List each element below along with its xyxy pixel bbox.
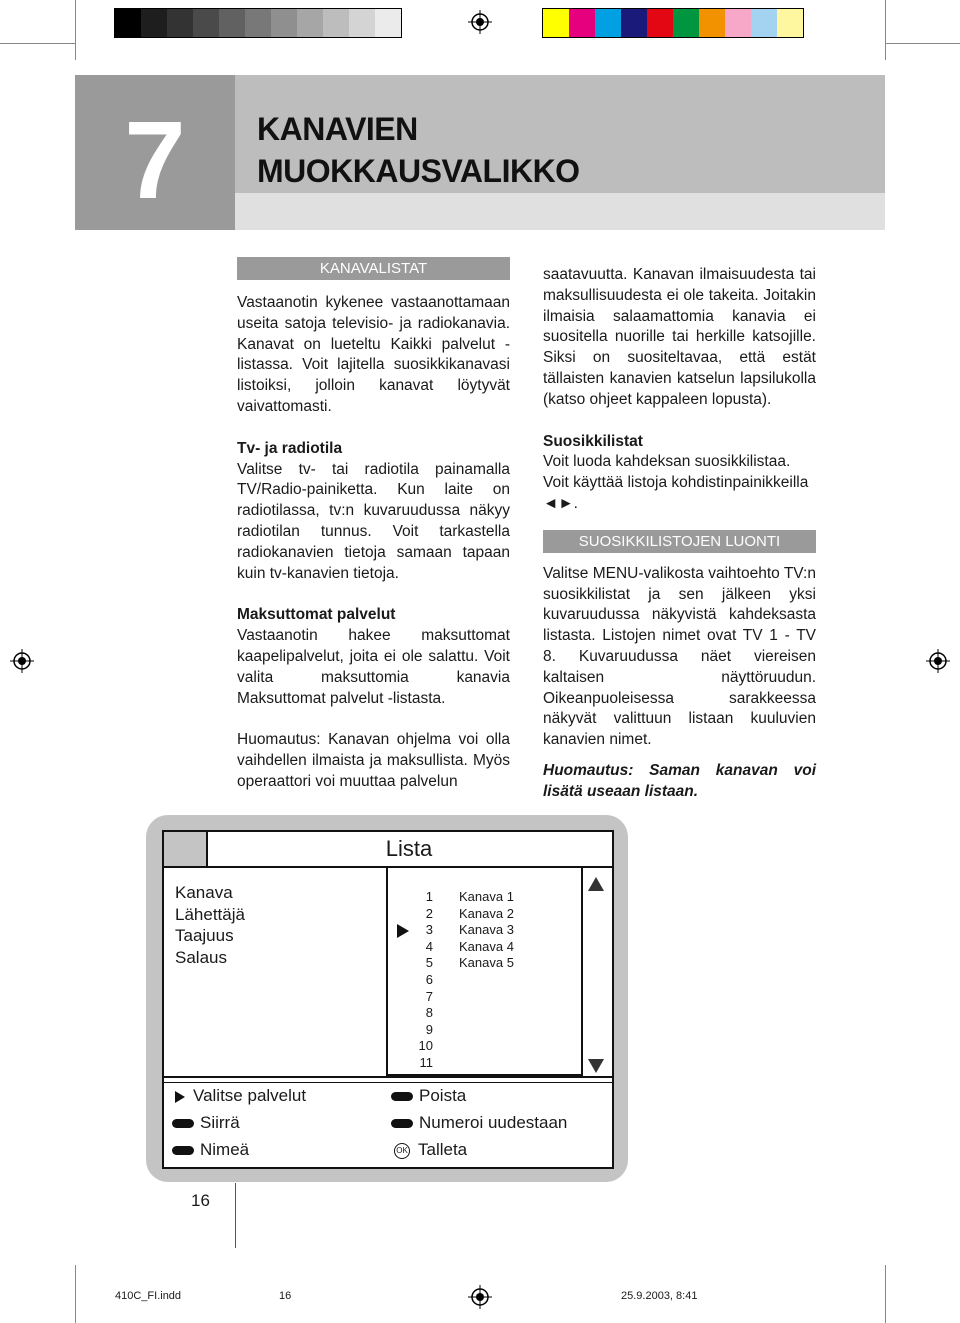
menu-label: Siirrä bbox=[200, 1113, 240, 1132]
create-lists-paragraph: Valitse MENU-valikosta vaihtoehto TV:n suosikkilistat ja sen jälkeen yksi kuvaruudussa näkyvistä kahdeksasta listasta. Listojen nimet ovat TV 1 - TV 8. Kuvaruudussa näet viereisen kaltaisen näyttöruudun. Oikeanpuoleisessa sarakkeessa näkyvät valittuun listaan kuuluvien kanavien nimet. bbox=[543, 564, 816, 749]
tv-radio-paragraph: Valitse tv- tai radiotila painamalla TV/Radio-painiketta. Kun laite on radiotilassa, tv:n kuvaruudussa näkyy radiotilan tunnus. Voit tarkastella radiokanavien tietoja samaan tapaan kuin tv-kanavien tietoja. bbox=[237, 460, 510, 582]
footer-page: 16 bbox=[279, 1290, 292, 1302]
info-label-provider: Lähettäjä bbox=[175, 904, 245, 924]
channel-number: 5 bbox=[425, 955, 433, 971]
channel-name[interactable]: Kanava 3 bbox=[459, 922, 514, 938]
channel-number: 9 bbox=[425, 1021, 433, 1037]
crop-line bbox=[0, 43, 75, 44]
color-swatch bbox=[349, 9, 375, 37]
ok-button-icon: OK bbox=[394, 1143, 410, 1159]
scroll-up-icon[interactable] bbox=[588, 877, 604, 891]
menu-renumber[interactable] bbox=[391, 1113, 567, 1133]
channel-name[interactable]: Kanava 2 bbox=[459, 905, 514, 921]
footer-date: 25.9.2003, 8:41 bbox=[621, 1290, 698, 1302]
tv-radio-heading: Tv- ja radiotila bbox=[237, 439, 343, 457]
color-swatch bbox=[375, 9, 401, 37]
info-label-channel: Kanava bbox=[175, 883, 233, 902]
divider bbox=[164, 1076, 612, 1078]
color-bar bbox=[542, 8, 804, 38]
menu-save[interactable] bbox=[394, 1140, 467, 1160]
menu-select-services[interactable] bbox=[175, 1086, 306, 1106]
menu-name[interactable] bbox=[172, 1140, 249, 1160]
channel-name[interactable]: Kanava 4 bbox=[459, 938, 514, 954]
chapter-title-line2: MUOKKAUSVALIKKO bbox=[257, 153, 580, 189]
channel-info-labels bbox=[175, 882, 245, 968]
scroll-down-icon[interactable] bbox=[588, 1059, 604, 1073]
paid-services-paragraph: Vastaanotin hakee maksuttomat kaapelipalvelut, joita ei ole salattu. Voit valita maksuttomia kanavia Maksuttomat palvelut -listasta. bbox=[237, 627, 510, 707]
color-swatch bbox=[777, 9, 803, 37]
color-swatch bbox=[595, 9, 621, 37]
crop-line bbox=[75, 1265, 76, 1323]
info-label-encryption: Salaus bbox=[175, 947, 227, 967]
section-heading-kanavalistat: KANAVALISTAT bbox=[237, 257, 510, 280]
registration-mark-icon bbox=[468, 1285, 492, 1309]
channel-number: 1 bbox=[425, 889, 433, 904]
color-swatch bbox=[673, 9, 699, 37]
menu-delete[interactable] bbox=[391, 1086, 466, 1106]
header-strip bbox=[235, 193, 885, 230]
crop-line bbox=[885, 43, 960, 44]
paid-services-heading: Maksuttomat palvelut bbox=[237, 606, 396, 624]
chapter-number: 7 bbox=[124, 99, 186, 222]
menu-label: Numeroi uudestaan bbox=[419, 1113, 568, 1132]
channel-name[interactable]: Kanava 1 bbox=[459, 889, 514, 904]
channel-name[interactable]: Kanava 5 bbox=[459, 955, 514, 971]
favorites-paragraph: Voit luoda kahdeksan suosikkilistaa. Voit käyttää listoja kohdistinpainikkeilla ◄►. bbox=[543, 453, 809, 512]
color-swatch bbox=[647, 9, 673, 37]
divider bbox=[164, 1082, 612, 1083]
play-arrow-icon bbox=[175, 1091, 185, 1103]
channel-number: 10 bbox=[418, 1038, 433, 1054]
menu-label: Talleta bbox=[418, 1140, 468, 1159]
right-column bbox=[543, 265, 816, 803]
registration-mark-icon bbox=[468, 10, 492, 34]
grayscale-bar bbox=[114, 8, 402, 38]
chapter-number-block bbox=[75, 75, 235, 230]
crop-line bbox=[885, 0, 886, 60]
color-swatch bbox=[725, 9, 751, 37]
favorites-heading: Suosikkilistat bbox=[543, 432, 643, 450]
color-swatch bbox=[193, 9, 219, 37]
page-number: 16 bbox=[191, 1191, 210, 1210]
selection-arrow-icon bbox=[397, 924, 409, 938]
left-column bbox=[237, 257, 510, 793]
red-button-icon bbox=[172, 1119, 194, 1128]
channel-number: 4 bbox=[425, 938, 433, 954]
color-swatch bbox=[297, 9, 323, 37]
color-swatch bbox=[141, 9, 167, 37]
color-swatch bbox=[699, 9, 725, 37]
color-swatch bbox=[245, 9, 271, 37]
crop-line bbox=[75, 0, 76, 60]
intro-paragraph: Vastaanotin kykenee vastaanottamaan useita satoja televisio- ja radiokanavia. Kanavat on lueteltu Kaikki palvelut -listassa. Voit lajitella suosikkikanavasi listoiksi, jolloin kanavat löytyvät vaivattomasti. bbox=[237, 294, 510, 415]
menu-move[interactable] bbox=[172, 1113, 240, 1133]
note-paragraph: Huomautus: Kanavan ohjelma voi olla vaihdellen ilmaista ja maksullista. Myös operaattori voi muuttaa palvelun bbox=[237, 731, 510, 790]
page-number-rule bbox=[235, 1183, 236, 1248]
channel-number: 2 bbox=[425, 905, 433, 921]
note-bold-paragraph: Huomautus: Saman kanavan voi lisätä useaan listaan. bbox=[543, 761, 816, 800]
menu-label: Nimeä bbox=[200, 1140, 250, 1159]
continued-paragraph: saatavuutta. Kanavan ilmaisuudesta tai maksullisuudesta ei ole takeita. Joitakin ilmaisia salaamattomia kanavia ei suositella nuorille tai herkille katsojille. Siksi on suositeltavaa, että estät tällaisten kanavien katselun lapsilukolla (katso ohjeet kappaleen lopusta). bbox=[543, 266, 816, 408]
channel-number: 8 bbox=[425, 1005, 433, 1021]
chapter-title-line1: KANAVIEN bbox=[257, 111, 418, 147]
color-swatch bbox=[271, 9, 297, 37]
registration-mark-icon bbox=[926, 649, 950, 673]
menu-label: Poista bbox=[419, 1086, 467, 1105]
crop-line bbox=[885, 1265, 886, 1323]
color-swatch bbox=[621, 9, 647, 37]
channel-number: 7 bbox=[425, 988, 433, 1004]
yellow-button-icon bbox=[391, 1092, 413, 1101]
channel-number: 3 bbox=[425, 922, 433, 938]
chapter-title-block bbox=[235, 75, 885, 193]
color-swatch bbox=[543, 9, 569, 37]
channel-number: 11 bbox=[419, 1055, 433, 1070]
blue-button-icon bbox=[391, 1119, 413, 1128]
color-swatch bbox=[323, 9, 349, 37]
channel-number: 6 bbox=[425, 972, 433, 987]
color-swatch bbox=[751, 9, 777, 37]
menu-label: Valitse palvelut bbox=[193, 1086, 307, 1105]
footer-file: 410C_FI.indd bbox=[115, 1290, 182, 1302]
color-swatch bbox=[167, 9, 193, 37]
color-swatch bbox=[115, 9, 141, 37]
title-corner-box bbox=[164, 832, 206, 866]
green-button-icon bbox=[172, 1146, 194, 1155]
screen-title: Lista bbox=[385, 836, 433, 861]
info-label-frequency: Taajuus bbox=[175, 926, 234, 945]
color-swatch bbox=[569, 9, 595, 37]
section-heading-suosikkilistojen-luonti: SUOSIKKILISTOJEN LUONTI bbox=[543, 530, 816, 553]
color-swatch bbox=[219, 9, 245, 37]
registration-mark-icon bbox=[10, 649, 34, 673]
